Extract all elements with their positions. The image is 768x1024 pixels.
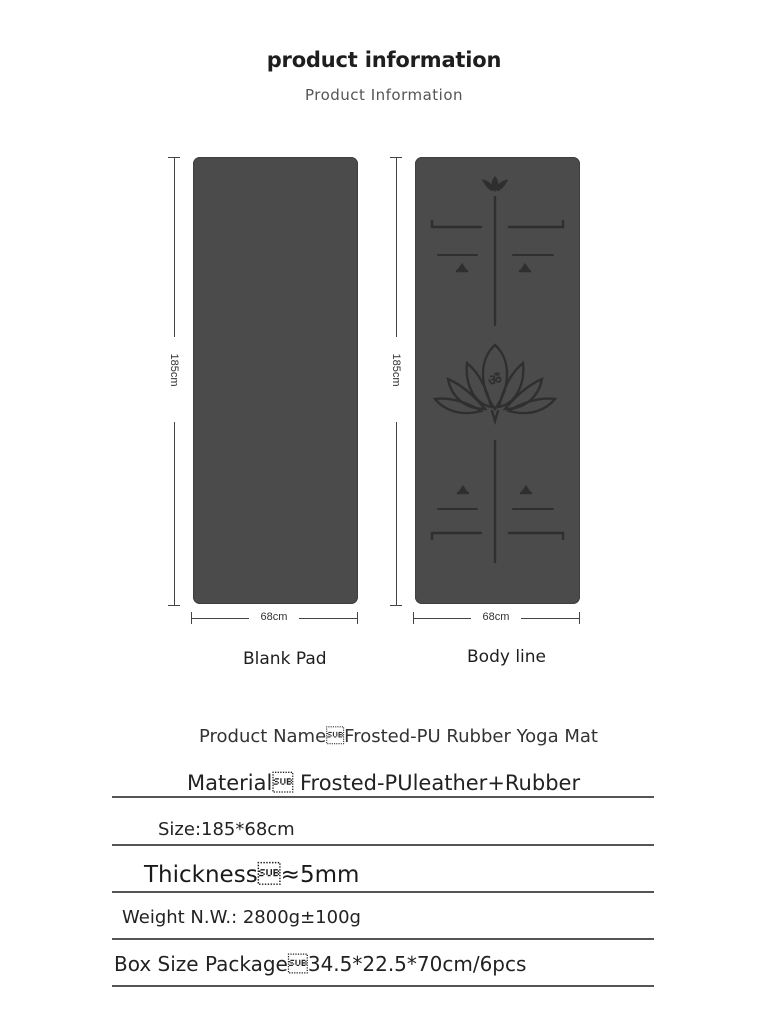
foot-mark-icon: [458, 487, 468, 493]
spec-size: Size:185*68cm: [158, 819, 295, 840]
blank-width-dimension: [191, 612, 358, 624]
blank-width-label: 68cm: [260, 611, 288, 623]
spec-divider: [112, 985, 654, 987]
hand-mark-icon: [457, 265, 467, 271]
section-title: product information: [266, 48, 502, 72]
blank-pad-caption: Blank Pad: [243, 649, 327, 669]
blank-yoga-mat: [193, 157, 358, 604]
small-lotus-icon: [484, 178, 506, 190]
body-line-yoga-mat: [415, 157, 580, 604]
body-line-pattern: [415, 157, 580, 604]
spec-product-name: Product NameFrosted-PU Rubber Yoga Mat: [199, 726, 598, 747]
spec-divider: [112, 844, 654, 846]
hand-mark-icon: [520, 265, 530, 271]
section-subtitle: Product Information: [304, 86, 464, 104]
spec-weight: Weight N.W.: 2800g±100g: [122, 907, 361, 928]
body-line-caption: Body line: [467, 647, 546, 667]
spec-divider: [112, 891, 654, 893]
om-symbol-text: ॐ: [488, 371, 502, 389]
spec-material: Material Frosted-PUleather+Rubber: [187, 771, 581, 795]
body-line-width-label: 68cm: [482, 611, 510, 623]
spec-table: [112, 720, 654, 990]
body-line-height-dimension: [390, 157, 402, 606]
blank-height-dimension: [168, 157, 180, 606]
spec-divider: [112, 938, 654, 940]
body-line-height-label: 185cm: [390, 353, 402, 387]
spec-thickness: Thickness≈5mm: [144, 862, 360, 888]
spec-box-size: Box Size Package34.5*22.5*70cm/6pcs: [114, 952, 527, 976]
blank-height-label: 185cm: [168, 353, 180, 387]
body-line-width-dimension: [413, 612, 580, 624]
spec-divider: [112, 796, 654, 798]
foot-mark-icon: [521, 487, 531, 493]
